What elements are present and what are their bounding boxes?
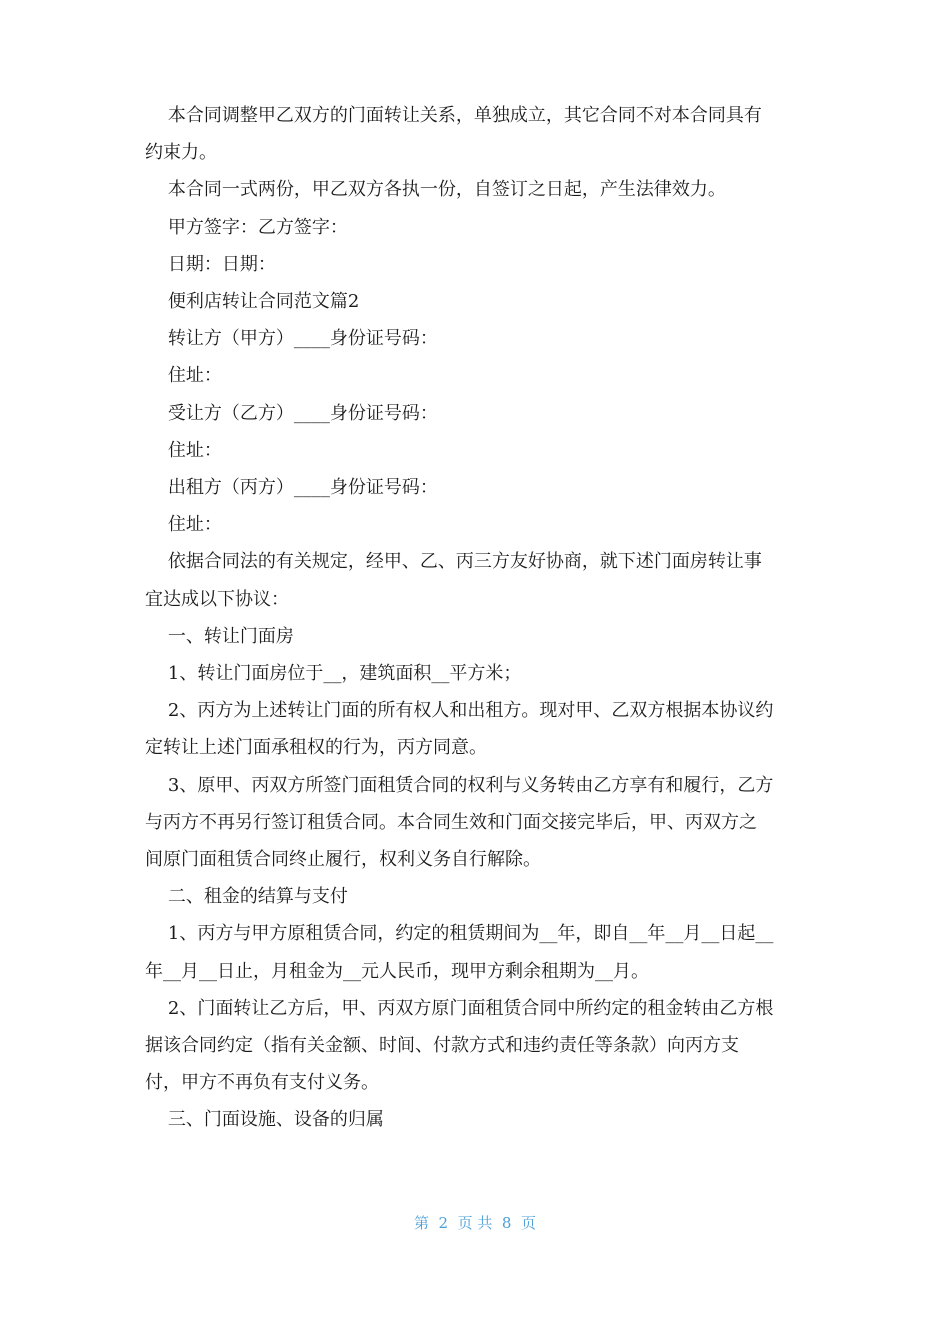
text-line: 定转让上述门面承租权的行为，丙方同意。 bbox=[145, 737, 487, 759]
text-line: 依据合同法的有关规定，经甲、乙、丙三方友好协商，就下述门面房转让事 bbox=[145, 551, 762, 573]
section-heading: 二、租金的结算与支付 bbox=[145, 886, 348, 908]
text-line: 1、转让门面房位于__，建筑面积__平方米； bbox=[145, 663, 522, 685]
text-line: 3、原甲、丙双方所签门面租赁合同的权利与义务转由乙方享有和履行，乙方 bbox=[145, 774, 774, 796]
page-number-footer: 第 2 页 共 8 页 bbox=[414, 1214, 536, 1232]
text-line: 住址： bbox=[145, 514, 222, 536]
section-heading: 一、转让门面房 bbox=[145, 625, 294, 647]
section-title: 便利店转让合同范文篇2 bbox=[145, 291, 360, 313]
text-line: 间原门面租赁合同终止履行，权利义务自行解除。 bbox=[145, 849, 541, 871]
text-line: 与丙方不再另行签订租赁合同。本合同生效和门面交接完毕后，甲、丙双方之 bbox=[145, 811, 757, 833]
text-line: 付，甲方不再负有支付义务。 bbox=[145, 1072, 379, 1094]
text-line: 约束力。 bbox=[145, 142, 217, 164]
text-line: 2、丙方为上述转让门面的所有权人和出租方。现对甲、乙双方根据本协议约 bbox=[145, 700, 774, 722]
text-line: 住址： bbox=[145, 439, 222, 461]
text-line: 2、门面转让乙方后，甲、丙双方原门面租赁合同中所约定的租金转由乙方根 bbox=[145, 997, 774, 1019]
text-line: 甲方签字：乙方签字： bbox=[145, 216, 348, 238]
section-heading: 三、门面设施、设备的归属 bbox=[145, 1109, 384, 1131]
text-line: 出租方（丙方）____身份证号码： bbox=[145, 477, 438, 499]
text-line: 转让方（甲方）____身份证号码： bbox=[145, 328, 438, 350]
text-line: 住址： bbox=[145, 365, 222, 387]
text-line: 年__月__日止，月租金为__元人民币，现甲方剩余租期为__月。 bbox=[145, 960, 649, 982]
text-line: 日期：日期： bbox=[145, 253, 276, 275]
text-line: 受让方（乙方）____身份证号码： bbox=[145, 402, 438, 424]
text-line: 1、丙方与甲方原租赁合同，约定的租赁期间为__年，即自__年__月__日起__ bbox=[145, 923, 774, 945]
text-line: 宜达成以下协议： bbox=[145, 588, 289, 610]
text-line: 本合同调整甲乙双方的门面转让关系，单独成立，其它合同不对本合同具有 bbox=[145, 105, 762, 126]
document-body bbox=[145, 97, 810, 1139]
text-line: 据该合同约定（指有关金额、时间、付款方式和违约责任等条款）向丙方支 bbox=[145, 1035, 739, 1057]
text-line: 本合同一式两份，甲乙双方各执一份，自签订之日起，产生法律效力。 bbox=[145, 179, 726, 201]
